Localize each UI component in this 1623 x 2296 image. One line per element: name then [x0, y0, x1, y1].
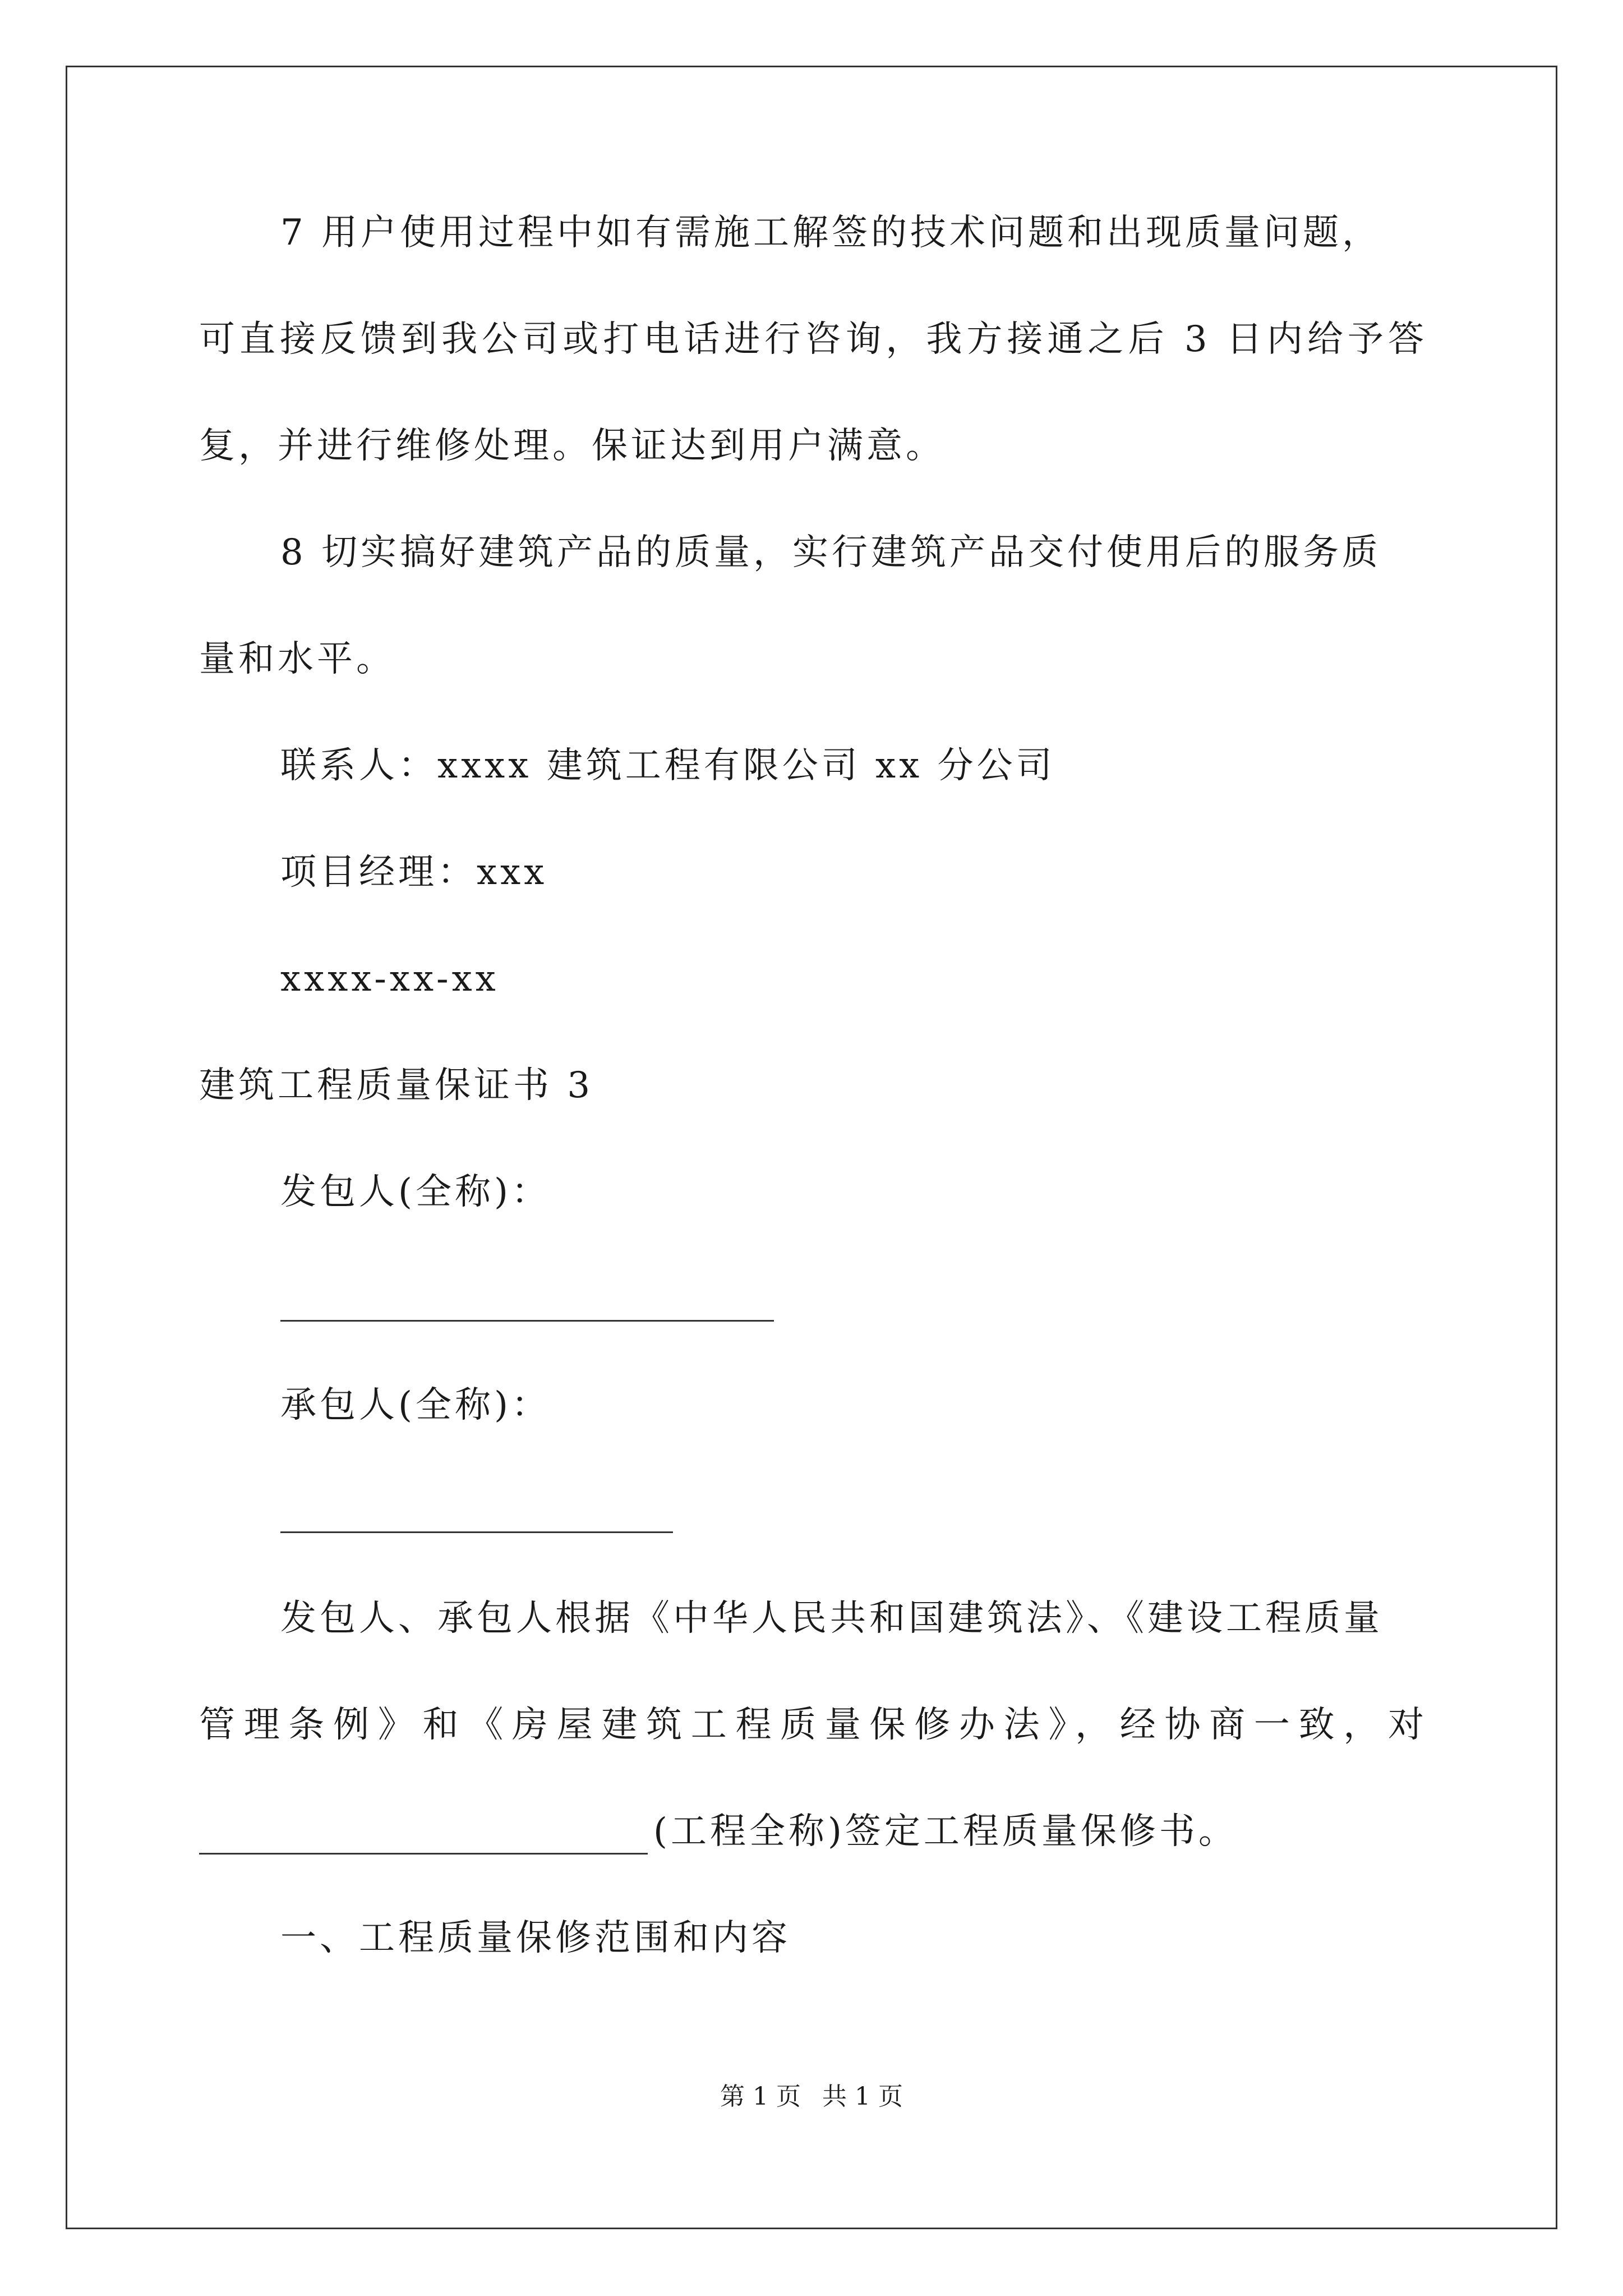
- employer-name-blank: [280, 1320, 774, 1322]
- paragraph-7-line-2: 可直接反馈到我公司或打电话进行咨询，我方接通之后 3 日内给予答: [199, 319, 1427, 360]
- section-title: 建筑工程质量保证书 3: [199, 1065, 594, 1106]
- agreement-line-3: (工程全称)签定工程质量保修书。: [653, 1811, 1238, 1852]
- page-footer: [0, 2080, 1623, 2114]
- page-total: 共 1 页: [822, 2082, 903, 2111]
- paragraph-8-line-2: 量和水平。: [199, 638, 395, 680]
- contractor-label: 承包人(全称)：: [280, 1384, 551, 1426]
- project-name-blank: [199, 1853, 648, 1855]
- paragraph-8-line-1: 8 切实搞好建筑产品的质量，实行建筑产品交付使用后的服务质: [280, 532, 1382, 573]
- contractor-name-blank: [280, 1531, 673, 1533]
- project-manager-line: 项目经理：xxx: [280, 852, 548, 893]
- contact-line: 联系人：xxxx 建筑工程有限公司 xx 分公司: [280, 745, 1055, 786]
- agreement-line-1: 发包人、承包人根据《中华人民共和国建筑法》、《建设工程质量: [280, 1598, 1383, 1639]
- paragraph-7-line-3: 复，并进行维修处理。保证达到用户满意。: [199, 425, 945, 467]
- paragraph-7-line-1: 7 用户使用过程中如有需施工解签的技术问题和出现质量问题，: [280, 212, 1382, 254]
- date-line: xxxx-xx-xx: [280, 958, 499, 1000]
- section-one-heading: 一、工程质量保修范围和内容: [280, 1917, 791, 1959]
- page-number: 第 1 页: [720, 2082, 801, 2111]
- page-border: [66, 66, 1557, 2229]
- employer-label: 发包人(全称)：: [280, 1171, 551, 1213]
- agreement-line-2: 管理条例》和《房屋建筑工程质量保修办法》，经协商一致，对: [199, 1704, 1427, 1746]
